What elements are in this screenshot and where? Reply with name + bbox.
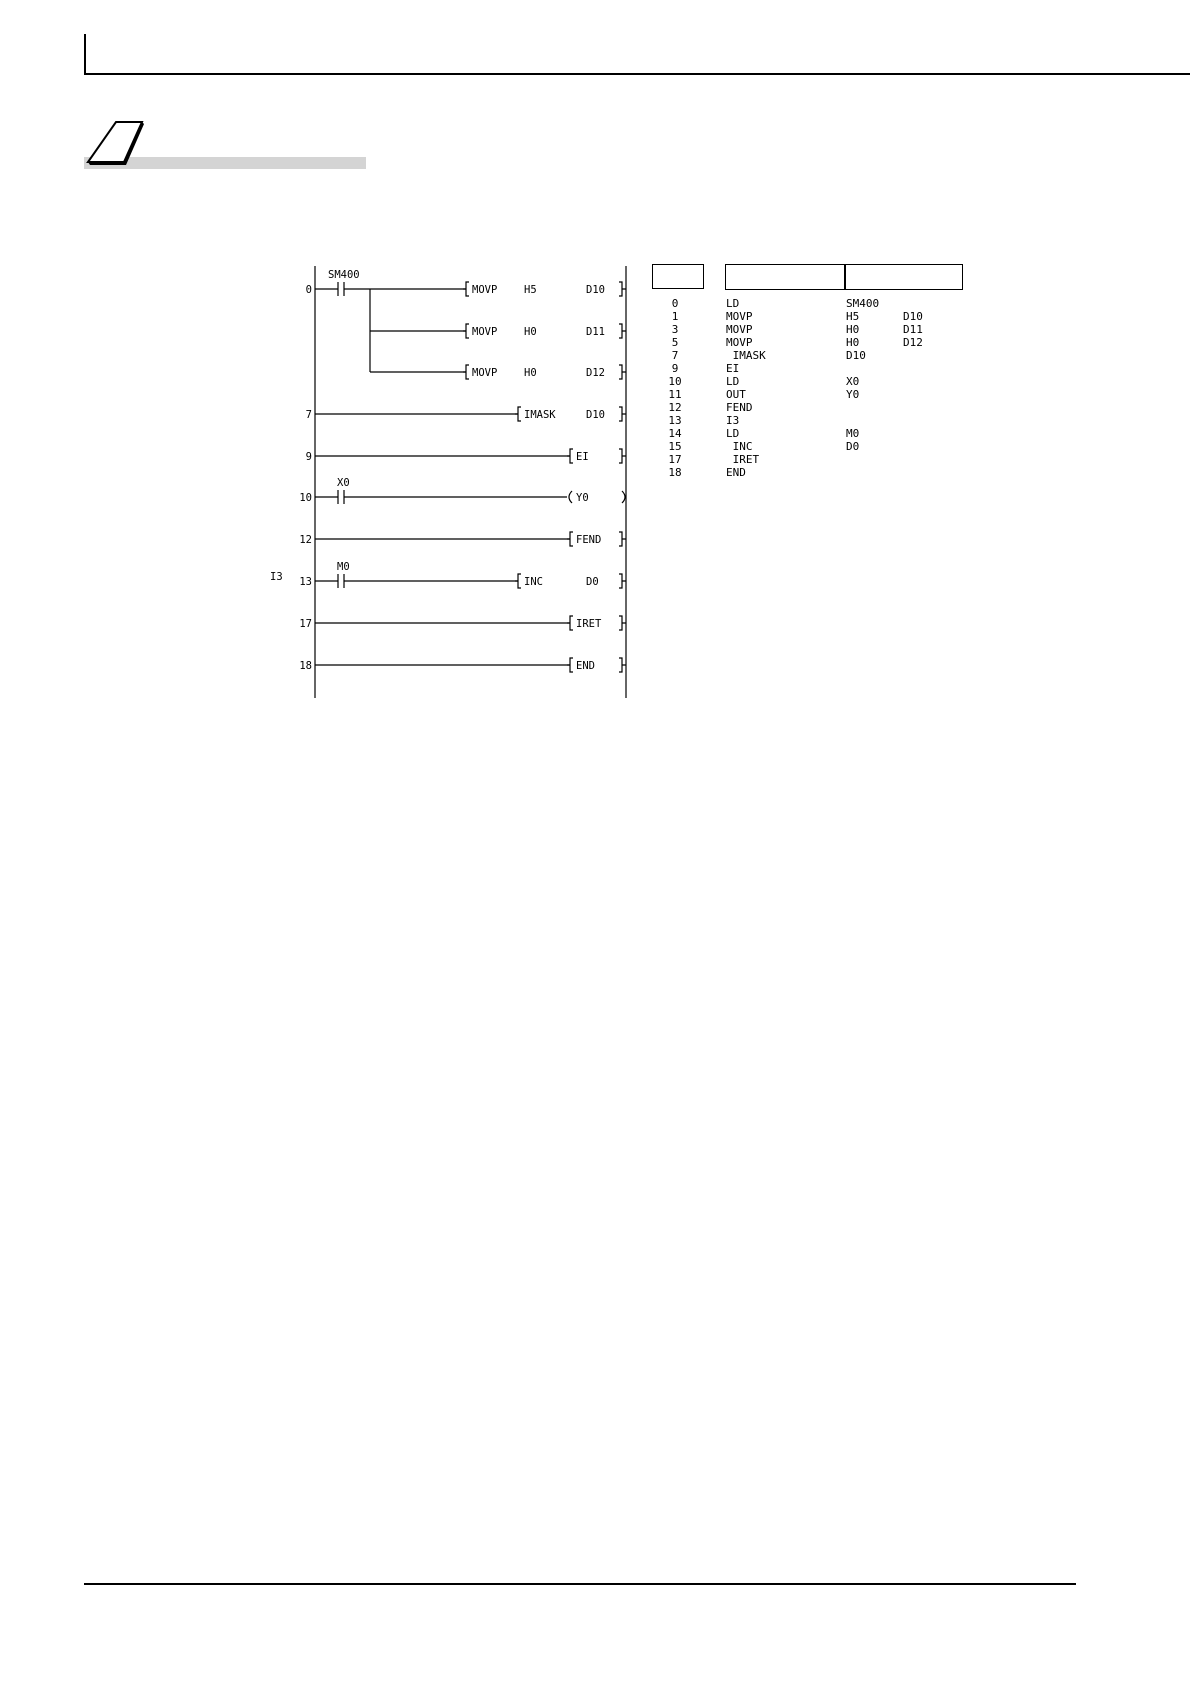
step-number: 13 xyxy=(299,576,312,588)
list-row: 9 EI xyxy=(671,362,740,375)
instruction-label: IMASK xyxy=(524,409,556,421)
step-number: 0 xyxy=(305,284,312,296)
footer-rule xyxy=(84,1583,1076,1585)
step-number: 12 xyxy=(299,534,312,546)
step-number: 18 xyxy=(299,660,312,672)
instruction-label: MOVP xyxy=(472,367,498,379)
list-row: 18 END xyxy=(668,466,746,479)
operand-label: D10 xyxy=(586,284,605,296)
list-instruction-header xyxy=(725,264,963,290)
operand-label: D12 xyxy=(586,367,605,379)
contact-label: SM400 xyxy=(328,269,360,281)
list-row: 7 IMASK D10 xyxy=(671,349,866,362)
instruction-label: IRET xyxy=(576,618,602,630)
interrupt-pointer-label: I3 xyxy=(270,571,283,583)
note-icon xyxy=(86,118,146,168)
list-row: 5 MOVP H0 D12 xyxy=(671,336,923,349)
list-row: 15 INC D0 xyxy=(668,440,860,453)
instruction-label: FEND xyxy=(576,534,602,546)
list-row: 1 MOVP H5 D10 xyxy=(671,310,923,323)
ladder-diagram xyxy=(260,262,640,702)
instruction-label: MOVP xyxy=(472,326,498,338)
header-horizontal-rule xyxy=(84,73,1190,75)
instruction-label: END xyxy=(576,660,595,672)
instruction-label: MOVP xyxy=(472,284,498,296)
step-number: 10 xyxy=(299,492,312,504)
contact-label: M0 xyxy=(337,561,350,573)
list-row: 14 LD M0 xyxy=(668,427,860,440)
list-row: 10 LD X0 xyxy=(668,375,860,388)
list-step-header xyxy=(652,264,704,289)
step-number: 17 xyxy=(299,618,312,630)
operand-label: D10 xyxy=(586,409,605,421)
operand-label: D11 xyxy=(586,326,605,338)
list-row: 0 LD SM400 xyxy=(671,297,880,310)
list-row: 3 MOVP H0 D11 xyxy=(671,323,923,336)
instruction-label: EI xyxy=(576,451,589,463)
operand-label: H5 xyxy=(524,284,537,296)
step-number: 9 xyxy=(305,451,312,463)
operand-label: D0 xyxy=(586,576,599,588)
contact-label: X0 xyxy=(337,477,350,489)
step-number: 7 xyxy=(305,409,312,421)
operand-label: H0 xyxy=(524,326,537,338)
list-row: 13 I3 xyxy=(668,414,740,427)
list-row: 17 IRET xyxy=(668,453,760,466)
instruction-label: INC xyxy=(524,576,543,588)
list-row: 12 FEND xyxy=(668,401,753,414)
list-row: 11 OUT Y0 xyxy=(668,388,860,401)
operand-label: H0 xyxy=(524,367,537,379)
header-vertical-rule xyxy=(84,34,86,74)
coil-label: Y0 xyxy=(576,492,589,504)
